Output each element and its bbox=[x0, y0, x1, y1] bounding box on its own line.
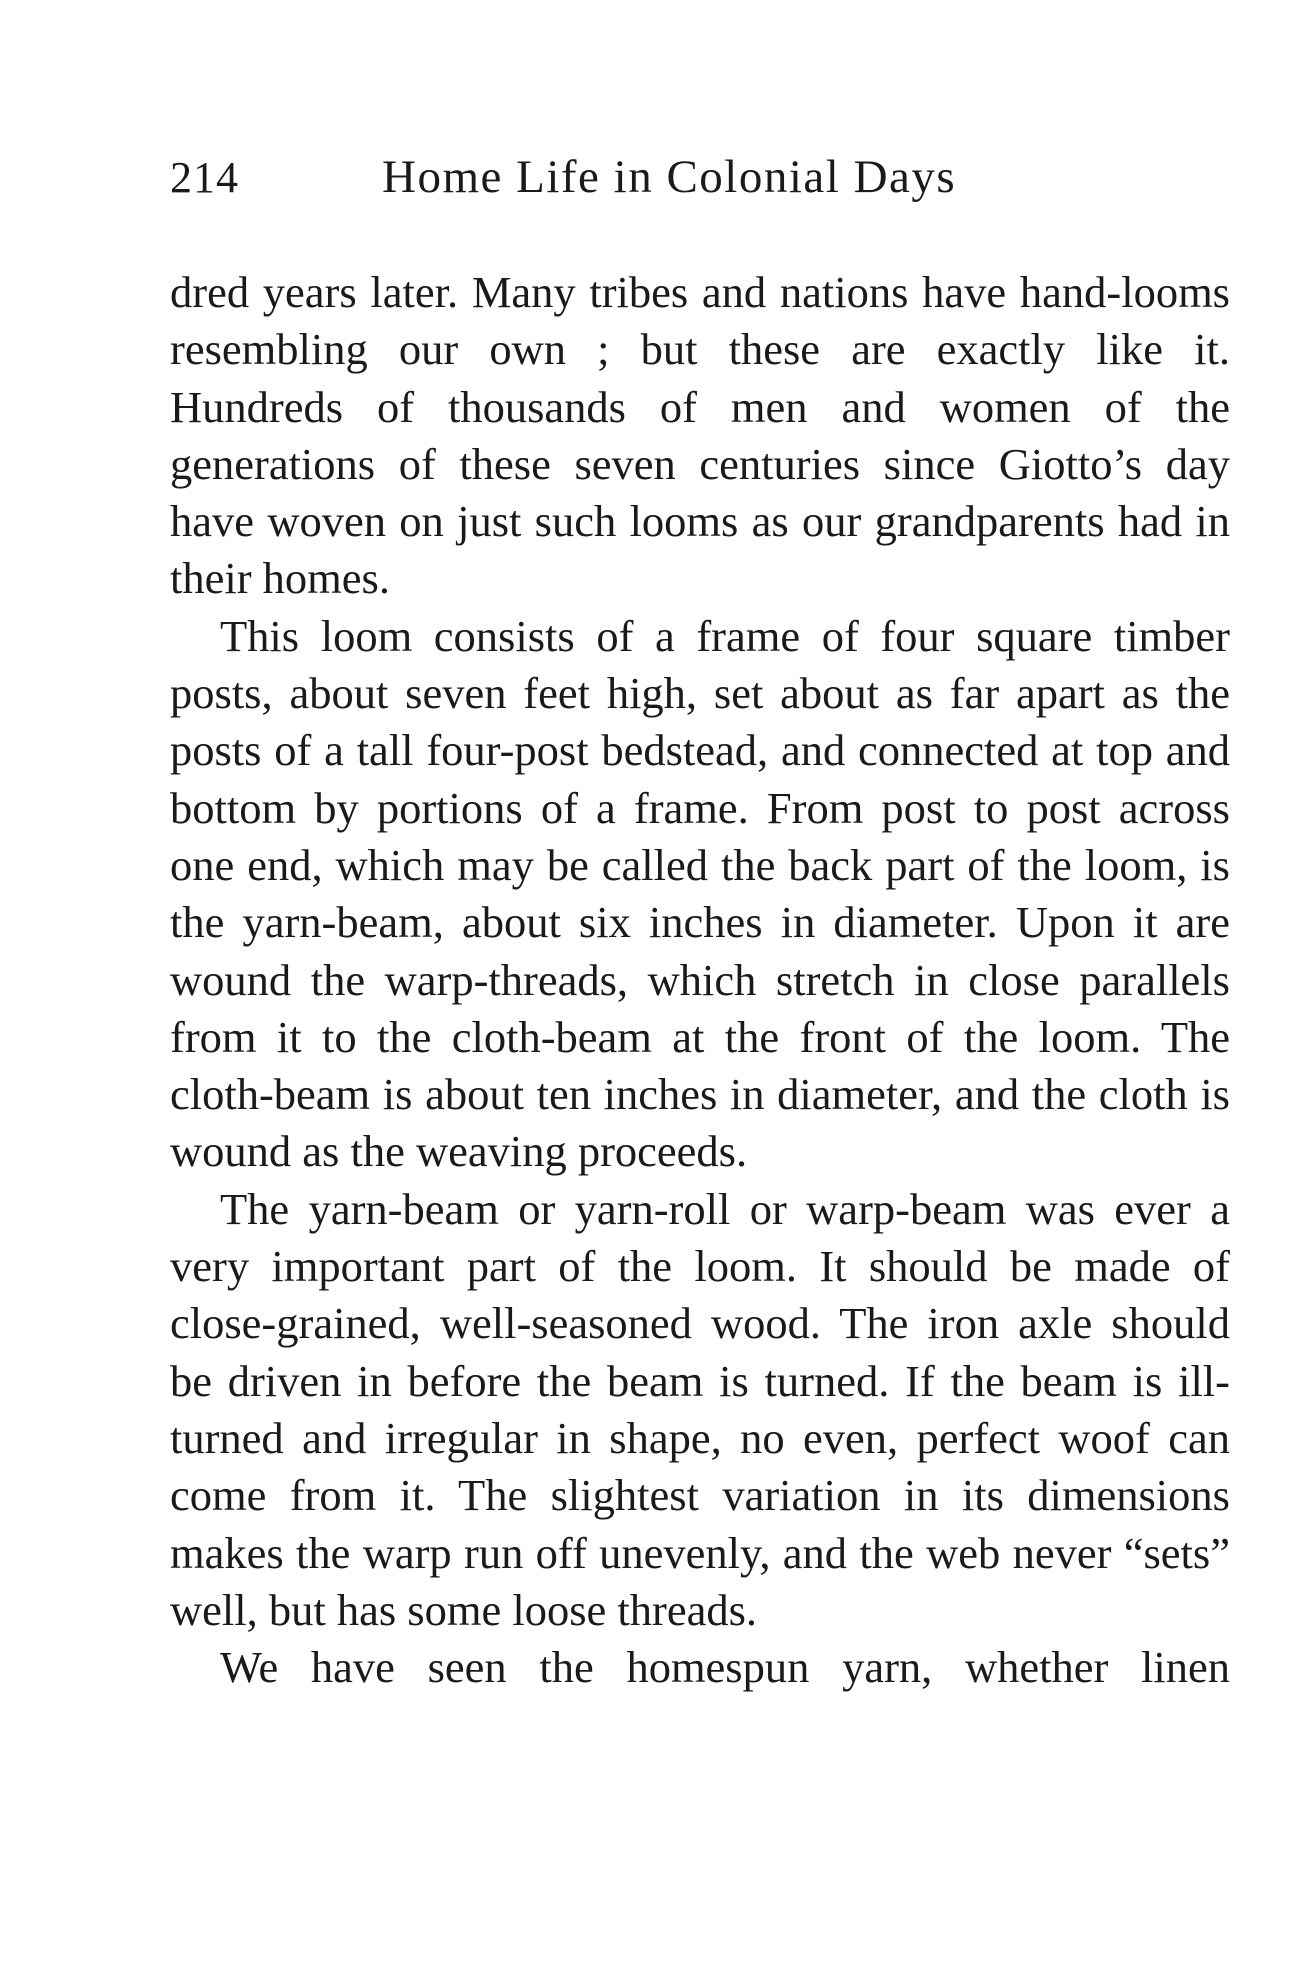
book-page bbox=[170, 150, 1230, 1696]
paragraph-loom-frame: This loom consists of a frame of four square timber posts, about seven feet high, set about as far apart as the posts of a tall four-post bedstead, and connected at top and bottom by portions of a frame. From post to post across one end, which may be called the back part of the loom, is the yarn-beam, about six inches in diameter. Upon it are wound the warp-threads, which stretch in close parallels from it to the cloth-beam at the front of the loom. The cloth-beam is about ten inches in diameter, and the cloth is wound as the weaving proceeds. bbox=[170, 610, 1230, 1177]
page-number: 214 bbox=[170, 153, 239, 202]
paragraph-continuation: dred years later. Many tribes and nations have hand-looms resembling our own ; but these are exactly like it. Hundreds of thousands of men and women of the generations of these seven centuries since Giotto’s day have woven on just such looms as our grandparents had in their homes. bbox=[170, 267, 1230, 604]
body-text bbox=[170, 264, 1230, 1696]
paragraph-yarn-beam: The yarn-beam or yarn-roll or warp-beam was ever a very important part of the loom. It should be made of close-grained, well-seasoned wood. The iron axle should be driven in before the beam is turned. If the beam is ill-turned and irregular in shape, no even, perfect woof can come from it. The slightest variation in its dimensions makes the warp run off unevenly, and the web never “sets” well, but has some loose threads. bbox=[170, 1183, 1230, 1635]
running-head bbox=[170, 150, 1230, 220]
paragraph-homespun-yarn: We have seen the homespun yarn, whether linen bbox=[220, 1642, 1230, 1693]
running-title: Home Life in Colonial Days bbox=[382, 151, 957, 203]
